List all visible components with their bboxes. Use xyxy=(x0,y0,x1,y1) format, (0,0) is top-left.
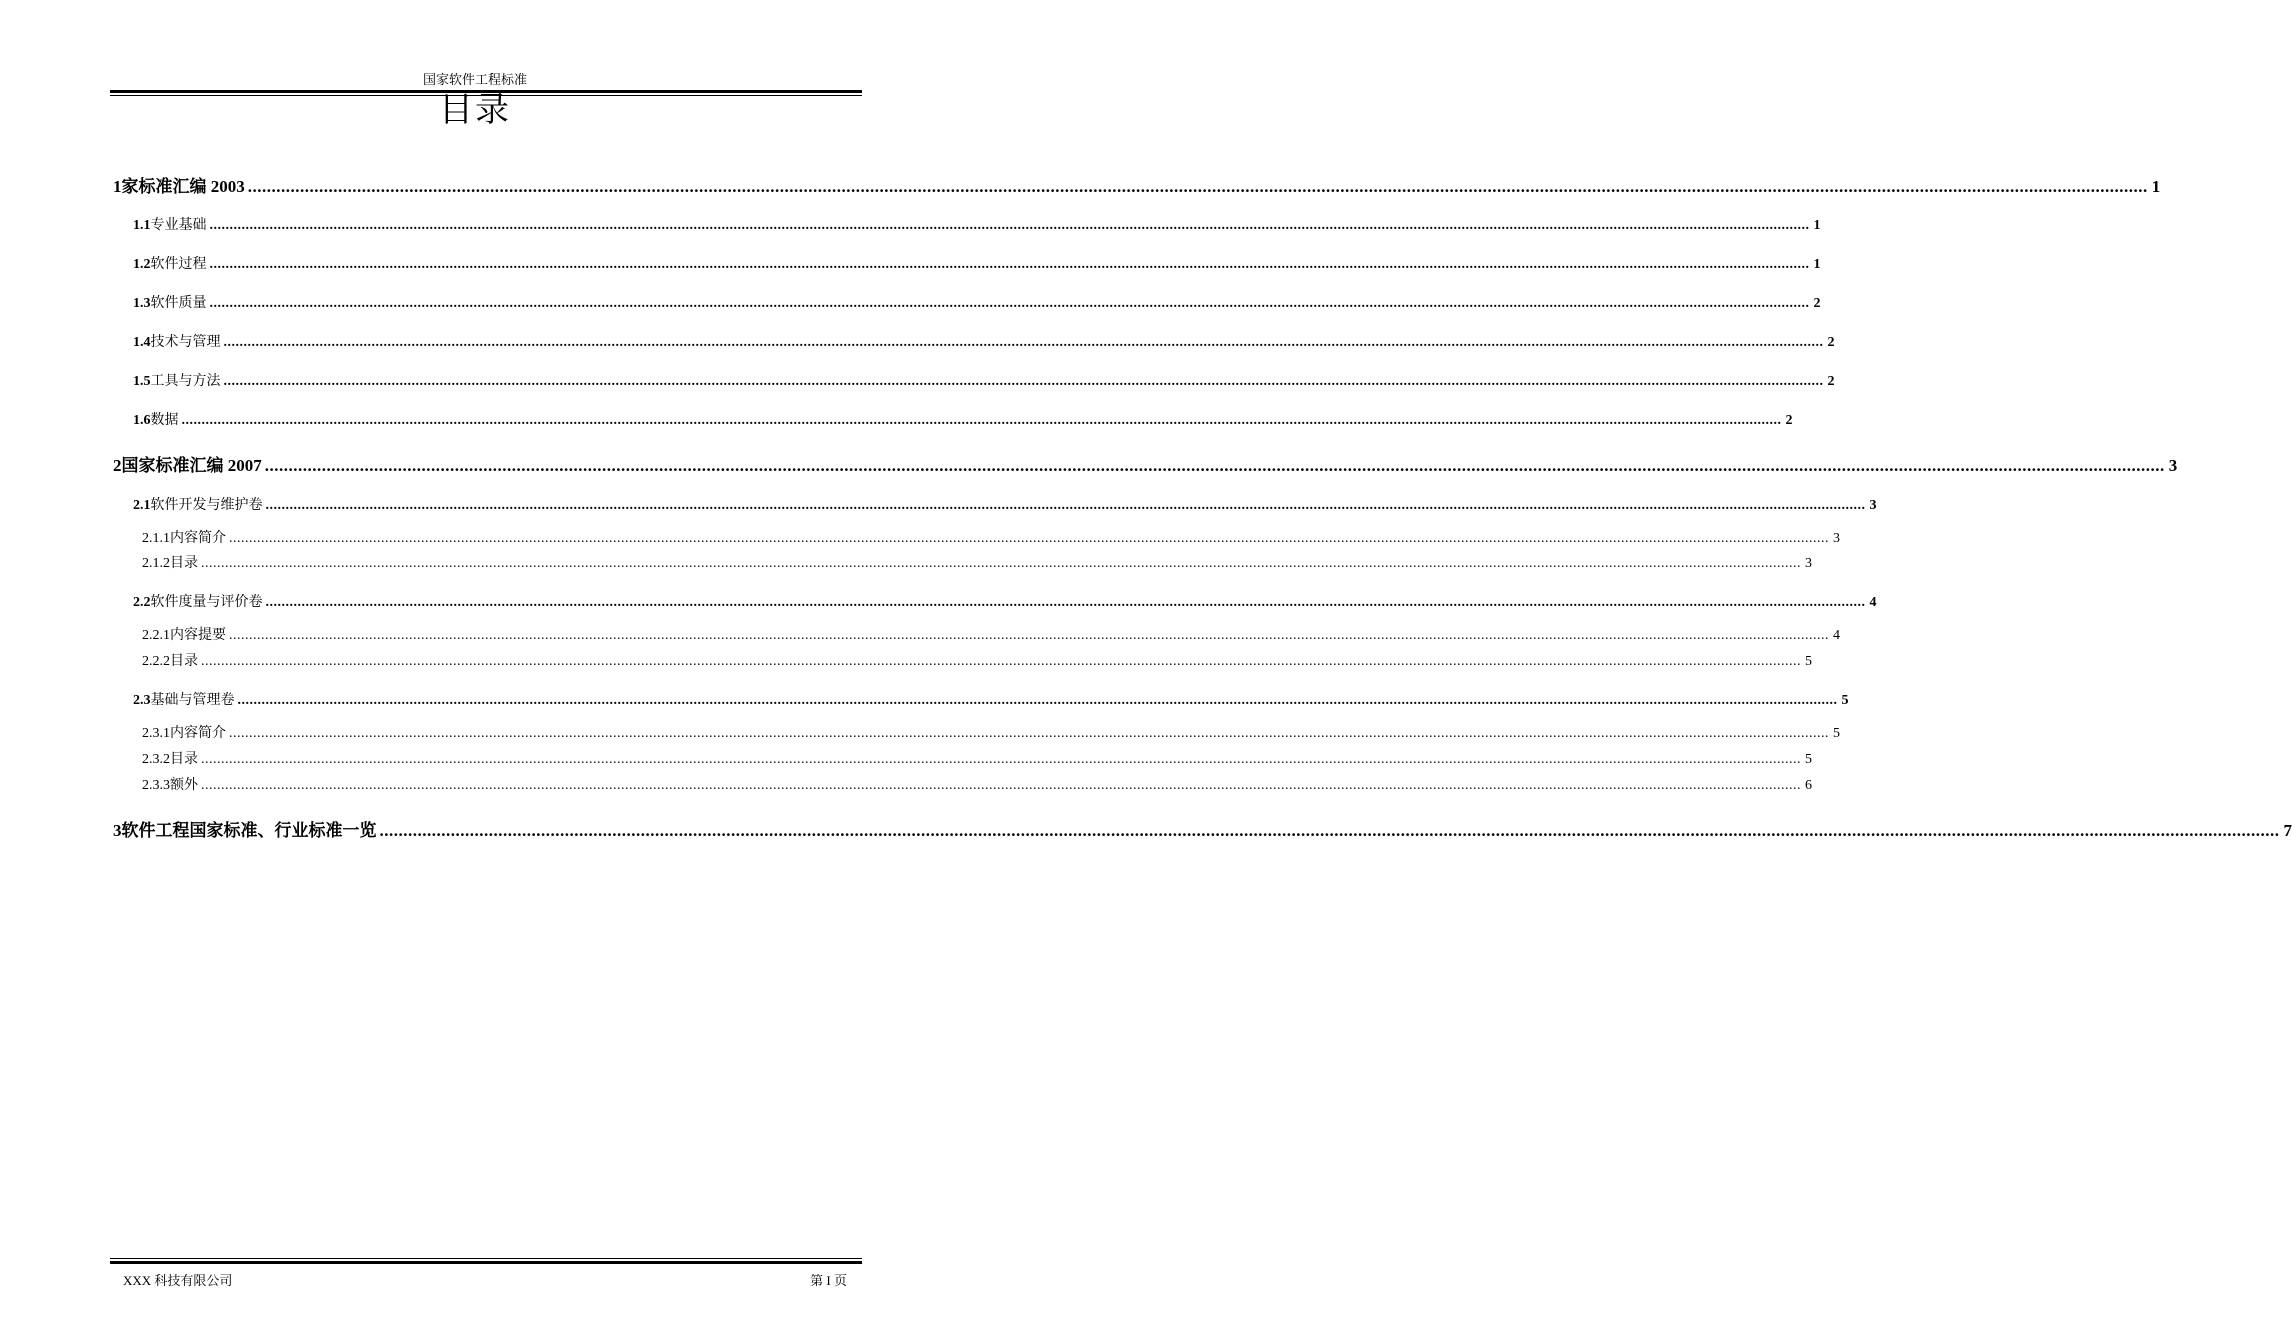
footer-company: XXX 科技有限公司 xyxy=(123,1273,233,1288)
toc-dot-leader: ................................................................................................................................................................................................................................................................................................................................................................................................................ xyxy=(209,218,1810,233)
toc-entry[interactable] xyxy=(133,292,1821,312)
toc-entry[interactable] xyxy=(113,172,2161,197)
toc-entry-title: 技术与管理 xyxy=(150,335,221,350)
toc-entry-number: 2.1.2 xyxy=(142,556,170,571)
toc-entry-number: 1.5 xyxy=(133,374,151,389)
toc-entry-title: 内容简介 xyxy=(170,531,226,546)
toc-entry-page: 5 xyxy=(1805,654,1812,669)
toc-entry-page: 4 xyxy=(1833,628,1840,643)
toc-entry-page: 5 xyxy=(1833,726,1840,741)
toc-dot-leader: ................................................................................................................................................................................................................................................................................................................................................................................................................ xyxy=(209,296,1810,311)
toc-entry-number: 1.2 xyxy=(133,257,151,272)
toc-dot-leader: ................................................................................................................................................................................................................................................................................................................................................................................................................ xyxy=(201,654,1801,669)
toc-entry[interactable] xyxy=(142,552,1812,572)
toc-entry-title: 内容提要 xyxy=(170,628,226,643)
toc-entry-title: 额外 xyxy=(170,778,198,793)
toc-dot-leader: ................................................................................................................................................................................................................................................................................................................................................................................................................ xyxy=(247,177,2148,196)
toc-dot-leader: ................................................................................................................................................................................................................................................................................................................................................................................................................ xyxy=(229,531,1829,546)
toc-dot-leader: ................................................................................................................................................................................................................................................................................................................................................................................................................ xyxy=(201,556,1801,571)
toc-entry[interactable] xyxy=(142,774,1812,794)
toc-dot-leader: ................................................................................................................................................................................................................................................................................................................................................................................................................ xyxy=(379,821,2280,840)
toc-dot-leader: ................................................................................................................................................................................................................................................................................................................................................................................................................ xyxy=(229,726,1829,741)
toc-entry-page: 1 xyxy=(2151,177,2161,196)
toc-entry[interactable] xyxy=(133,494,1877,514)
toc-entry-number: 2.2 xyxy=(133,595,151,610)
toc-dot-leader: ................................................................................................................................................................................................................................................................................................................................................................................................................ xyxy=(237,693,1838,708)
toc-entry-title: 工具与方法 xyxy=(150,374,221,389)
toc-entry-title: 目录 xyxy=(170,654,198,669)
footer-page-number: 第 I 页 xyxy=(810,1273,847,1288)
toc-entry[interactable] xyxy=(113,816,2292,841)
toc-entry-number: 2.1.1 xyxy=(142,531,170,546)
toc-entry-number: 3 xyxy=(113,821,122,840)
header-title: 国家软件工程标准 xyxy=(422,72,527,87)
toc-entry-page: 3 xyxy=(1869,498,1877,513)
toc-entry-page: 5 xyxy=(1805,752,1812,767)
toc-entry[interactable] xyxy=(133,331,1835,351)
toc-entry[interactable] xyxy=(133,253,1821,273)
toc-entry-page: 3 xyxy=(1833,531,1840,546)
toc-dot-leader: ................................................................................................................................................................................................................................................................................................................................................................................................................ xyxy=(201,752,1801,767)
toc-entry-page: 7 xyxy=(2283,821,2292,840)
toc-entry[interactable] xyxy=(142,650,1812,670)
toc-entry[interactable] xyxy=(142,722,1840,742)
toc-entry-title: 国家标准汇编 2007 xyxy=(121,456,262,475)
toc-entry-number: 1.3 xyxy=(133,296,151,311)
toc-entry-number: 1 xyxy=(113,177,122,196)
toc-entry-page: 3 xyxy=(2168,456,2178,475)
toc-entry[interactable] xyxy=(133,689,1849,709)
toc-entry-number: 2.3.3 xyxy=(142,778,170,793)
toc-entry[interactable] xyxy=(133,214,1821,234)
toc-entry[interactable] xyxy=(133,370,1835,390)
toc-entry-number: 2.3 xyxy=(133,693,151,708)
toc-entry-number: 1.6 xyxy=(133,413,151,428)
toc-entry-page: 4 xyxy=(1869,595,1877,610)
toc-entry-page: 1 xyxy=(1813,218,1821,233)
toc-entry-title: 目录 xyxy=(170,752,198,767)
toc-entry-title: 目录 xyxy=(170,556,198,571)
toc-entry[interactable] xyxy=(142,527,1840,547)
toc-entry-page: 2 xyxy=(1785,413,1793,428)
footer-rule xyxy=(110,1258,862,1264)
toc-entry-number: 2 xyxy=(113,456,122,475)
toc-entry-number: 1.4 xyxy=(133,335,151,350)
toc-entry[interactable] xyxy=(113,451,2178,476)
page-title: 目录 xyxy=(439,92,511,129)
toc-dot-leader: ................................................................................................................................................................................................................................................................................................................................................................................................................ xyxy=(229,628,1829,643)
toc-entry-title: 数据 xyxy=(150,413,179,428)
toc-entry-page: 2 xyxy=(1813,296,1821,311)
toc-entry[interactable] xyxy=(142,624,1840,644)
toc-dot-leader: ................................................................................................................................................................................................................................................................................................................................................................................................................ xyxy=(223,335,1824,350)
toc-entry-page: 3 xyxy=(1805,556,1812,571)
toc-entry-number: 2.2.2 xyxy=(142,654,170,669)
toc-entry-title: 软件过程 xyxy=(150,257,207,272)
toc-dot-leader: ................................................................................................................................................................................................................................................................................................................................................................................................................ xyxy=(181,413,1782,428)
toc-entry-title: 基础与管理卷 xyxy=(150,693,235,708)
toc-entry-number: 2.3.2 xyxy=(142,752,170,767)
toc-entry-number: 2.3.1 xyxy=(142,726,170,741)
toc-entry-page: 5 xyxy=(1841,693,1849,708)
toc-entry[interactable] xyxy=(142,748,1812,768)
toc-entry-title: 软件质量 xyxy=(150,296,207,311)
toc-entry-title: 家标准汇编 2003 xyxy=(121,177,245,196)
toc-dot-leader: ................................................................................................................................................................................................................................................................................................................................................................................................................ xyxy=(223,374,1824,389)
toc-entry-title: 软件工程国家标准、行业标准一览 xyxy=(121,821,377,840)
toc-entry-number: 2.1 xyxy=(133,498,151,513)
toc-entry-page: 1 xyxy=(1813,257,1821,272)
toc-entry-title: 内容简介 xyxy=(170,726,226,741)
toc-dot-leader: ................................................................................................................................................................................................................................................................................................................................................................................................................ xyxy=(264,456,2165,475)
toc-entry-title: 软件开发与维护卷 xyxy=(150,498,263,513)
toc-dot-leader: ................................................................................................................................................................................................................................................................................................................................................................................................................ xyxy=(209,257,1810,272)
toc-entry-page: 6 xyxy=(1805,778,1812,793)
toc-entry-title: 软件度量与评价卷 xyxy=(150,595,263,610)
toc-entry-page: 2 xyxy=(1827,374,1835,389)
toc-entry[interactable] xyxy=(133,409,1793,429)
toc-dot-leader: ................................................................................................................................................................................................................................................................................................................................................................................................................ xyxy=(265,498,1866,513)
toc-entry-number: 1.1 xyxy=(133,218,151,233)
toc-entry-number: 2.2.1 xyxy=(142,628,170,643)
toc-dot-leader: ................................................................................................................................................................................................................................................................................................................................................................................................................ xyxy=(201,778,1801,793)
toc-dot-leader: ................................................................................................................................................................................................................................................................................................................................................................................................................ xyxy=(265,595,1866,610)
toc-entry-page: 2 xyxy=(1827,335,1835,350)
toc-entry[interactable] xyxy=(133,591,1877,611)
toc-entry-title: 专业基础 xyxy=(150,218,207,233)
